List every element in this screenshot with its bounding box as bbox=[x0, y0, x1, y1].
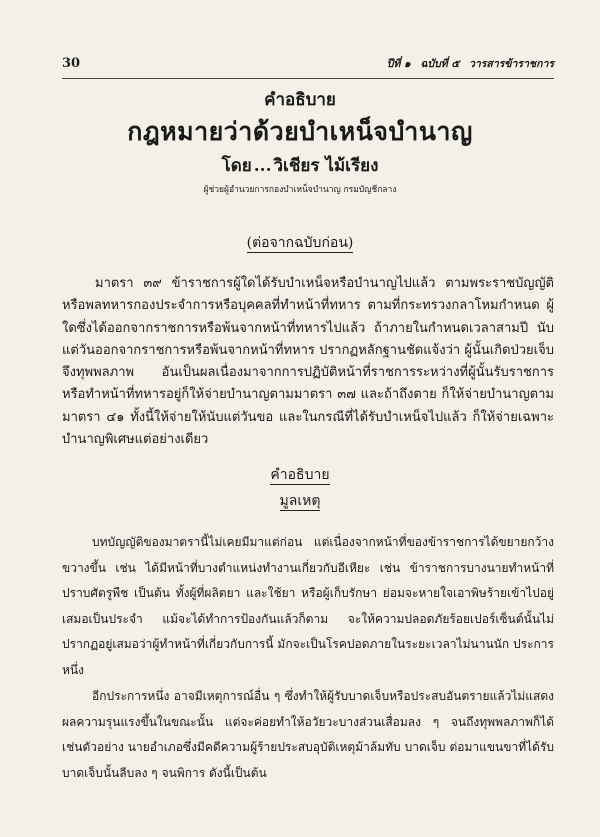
running-title-volume: ปีที่ ๑ bbox=[386, 58, 411, 70]
running-title-issue: ฉบับที่ ๕ bbox=[420, 58, 460, 70]
subheading-explanation-text: คำอธิบาย bbox=[270, 467, 330, 483]
subheading-explanation bbox=[0, 464, 600, 486]
author-dots: ... bbox=[253, 156, 272, 176]
paragraph-cause-2: อีกประการหนึ่ง อาจมีเหตุการณ์อื่น ๆ ซึ่งทำให้ผู้รับบาดเจ็บหรือประสบอันตรายแล้วไม่แสดงผลความรุนแรงขึ้นในขณะนั้น แต่จะค่อยทำให้อวัยวะบางส่วนเสื่อมลง ๆ จนถึงทุพพลภาพก็ได้ เช่นตัวอย่าง นายอำเภอซึ่งมีคดีความผู้ร้ายประสบอุบัติเหตุม้าล้มทับ บาดเจ็บ ต่อมาแขนขาที่ได้รับบาดเจ็บนั้นลีบลง ๆ จนพิการ ดังนี้เป็นต้น bbox=[62, 689, 554, 780]
author-name: วิเชียร ไม้เรียง bbox=[273, 156, 379, 176]
continued-note bbox=[0, 232, 600, 254]
page-header bbox=[62, 55, 554, 72]
author-role: ผู้ช่วยผู้อำนวยการกองบำเหน็จบำนาญ กรมบัญชีกลาง bbox=[203, 185, 397, 195]
author-prefix: โดย bbox=[221, 156, 252, 176]
continued-text: (ต่อจากฉบับก่อน) bbox=[246, 235, 354, 251]
running-title-journal: วารสารข้าราชการ bbox=[468, 58, 554, 70]
header-divider bbox=[62, 78, 554, 79]
paragraph-cause-1: บทบัญญัติของมาตรานี้ไม่เคยมีมาแต่ก่อน แต่เนื่องจากหน้าที่ของข้าราชการได้ขยายกว้างขวางขึ้น เช่น ได้มีหน้าที่บางตำแหน่งทำงานเกี่ยวกับอีเหียะ เช่น ข้าราชการบางนายทำหน้าที่ปราบศัตรูพืช เป็นต้น ทั้งผู้ที่ผลิตยา และใช้ยา หรือผู้เก็บรักษา ย่อมจะหายใจเอาพิษร้ายเข้าไปอยู่เสมอเป็นประจำ แม้จะได้ทำการป้องกันแล้วก็ตาม จะให้ความปลอดภัยร้อยเปอร์เซ็นต์นั้นไม่ปรากฏอยู่เสมอว่าผู้ทำหน้าที่เกี่ยวกับการนี้ มักจะเป็นโรคปอดภายในระยะเวลาไม่นานนัก ประการหนึ่ง bbox=[62, 535, 554, 677]
subheading-cause-text: มูลเหตุ bbox=[279, 493, 321, 509]
article-title: กฎหมายว่าด้วยบำเหน็จบำนาญ bbox=[127, 117, 473, 146]
running-title bbox=[381, 55, 554, 72]
section-label: คำอธิบาย bbox=[264, 90, 336, 110]
page-number: 30 bbox=[62, 56, 81, 71]
subheading-cause bbox=[0, 490, 600, 512]
paragraph-section-39: มาตรา ๓๙ ข้าราชการผู้ใดได้รับบำเหน็จหรือบำนาญไปแล้ว ตามพระราชบัญญัติหรือพลทหารกองประจำการหรือบุคคลที่ทำหน้าที่ทหาร ตามที่กระทรวงกลาโหมกำหนด ผู้ใดซึ่งได้ออกจากราชการหรือพ้นจากหน้าที่ทหารไปแล้ว ถ้าภายในกำหนดเวลาสามปี นับแต่วันออกจากราชการหรือพ้นจากหน้าที่ทหาร ปรากฏหลักฐานชัดแจ้งว่า ผู้นั้นเกิดป่วยเจ็บจึงทุพพลภาพ อันเป็นผลเนื่องมาจากการปฏิบัติหน้าที่ราชการระหว่างที่ผู้นั้นรับราชการ หรือทำหน้าที่ทหารอยู่ก็ให้จ่ายบำนาญตามมาตรา ๓๗ และถ้าถึงตาย ก็ให้จ่ายบำนาญตามมาตรา ๔๑ ทั้งนี้ให้จ่ายให้นับแต่วันขอ และในกรณีที่ได้รับบำเหน็จไปแล้ว ก็ให้จ่ายเฉพาะบำนาญพิเศษแต่อย่างเดียว bbox=[62, 276, 554, 448]
author-line bbox=[0, 152, 600, 179]
